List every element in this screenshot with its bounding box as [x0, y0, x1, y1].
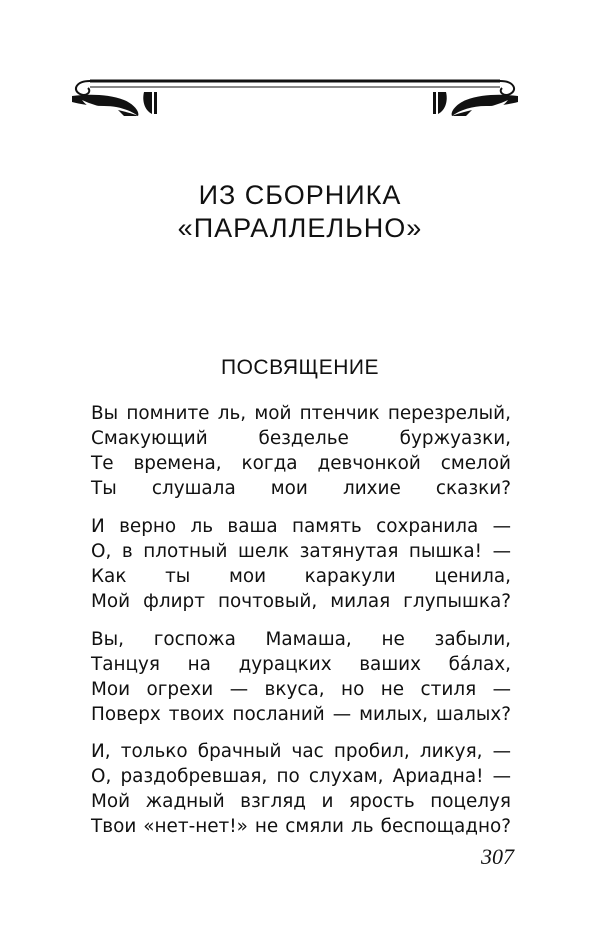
- poem-line: О, в плотный шелк затянутая пышка! —: [91, 541, 511, 562]
- stanza-2: [91, 514, 511, 614]
- poem-line: Мой жадный взгляд и ярость поцелуя: [91, 791, 511, 812]
- stanza-4: [91, 739, 511, 839]
- section-title-line-2: «ПАРАЛЛЕЛЬНО»: [177, 213, 423, 243]
- poem-line: Смакующий безделье буржуазки,: [91, 428, 511, 449]
- poem-line: Ты слушала мои лихие сказки?: [91, 478, 511, 499]
- poem-line: Мой флирт почтовый, милая глупышка?: [91, 591, 511, 612]
- stanza-3: [91, 627, 511, 727]
- art-nouveau-header-ornament-icon: [68, 70, 522, 118]
- stanza-1: [91, 401, 511, 501]
- poem-line: И верно ль ваша память сохранила —: [91, 516, 511, 537]
- section-title-line-1: ИЗ СБОРНИКА: [198, 180, 402, 210]
- poem-line: Твои «нет-нет!» не смяли ль беспощадно?: [91, 816, 511, 837]
- poem-line: Вы помните ль, мой птенчик перезрелый,: [91, 403, 511, 424]
- poem-line: Как ты мои каракули ценила,: [91, 566, 511, 587]
- poem-line: Те времена, когда девчонкой смелой: [91, 453, 511, 474]
- poem-title: ПОСВЯЩЕНИЕ: [220, 356, 380, 379]
- poem-line: Вы, госпожа Мамаша, не забыли,: [91, 629, 511, 650]
- poem-line: О, раздобревшая, по слухам, Ариадна! —: [91, 766, 511, 787]
- page-number: 307: [481, 844, 514, 869]
- poem-line: Танцуя на дурацких ваших ба́лах,: [91, 654, 511, 675]
- poem-line: Поверх твоих посланий — милых, шалых?: [91, 704, 511, 725]
- poem-line: И, только брачный час пробил, ликуя, —: [91, 741, 511, 762]
- poem-line: Мои огрехи — вкуса, но не стиля —: [91, 679, 511, 700]
